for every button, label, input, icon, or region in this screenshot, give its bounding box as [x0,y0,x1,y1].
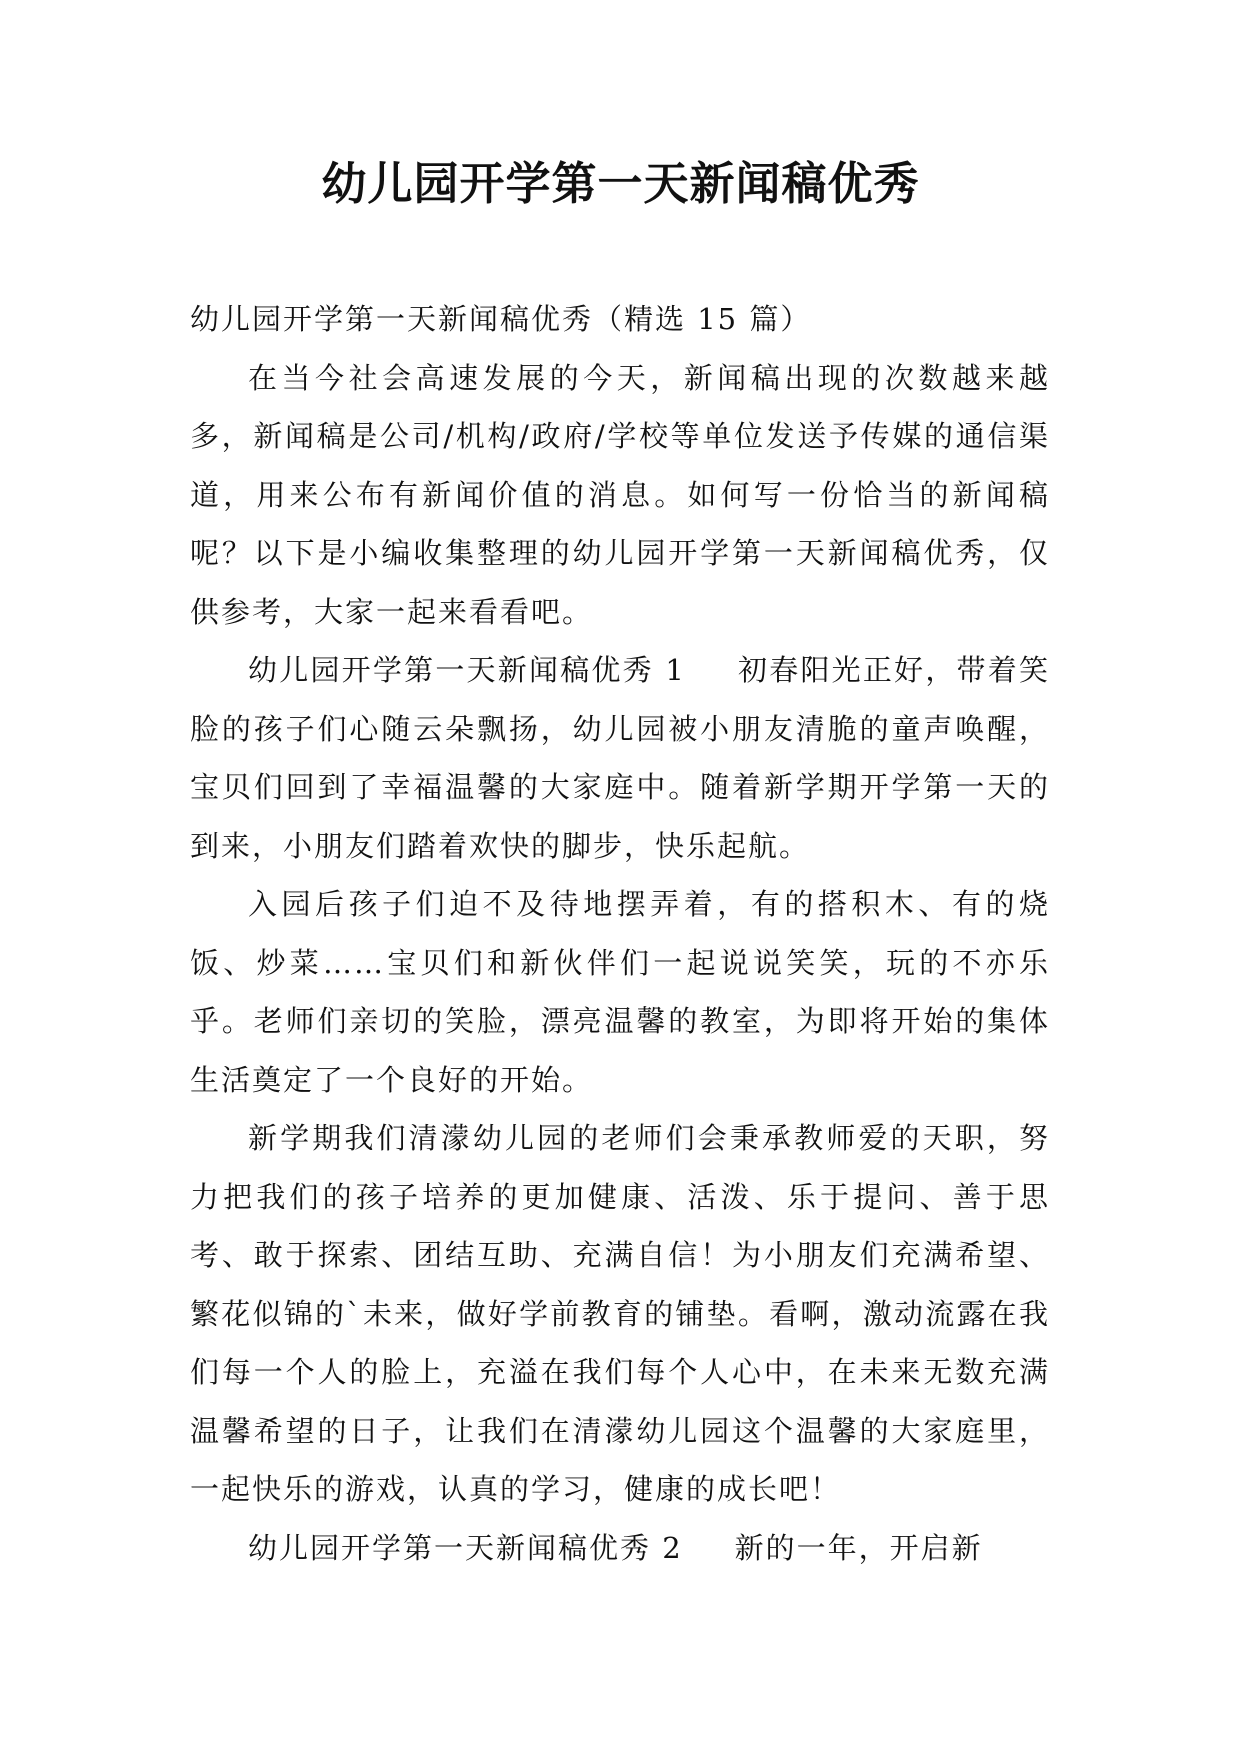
document-body [190,290,1050,1577]
section-1-paragraph-3: 新学期我们清濛幼儿园的老师们会秉承教师爱的天职，努力把我们的孩子培养的更加健康、活泼、乐于提问、善于思考、敢于探索、团结互助、充满自信！为小朋友们充满希望、繁花似锦的`未来，做好学前教育的铺垫。看啊，激动流露在我们每一个人的脸上，充溢在我们每个人心中，在未来无数充满温馨希望的日子，让我们在清濛幼儿园这个温馨的大家庭里，一起快乐的游戏，认真的学习，健康的成长吧！ [190,1121,1050,1506]
document-title: 幼儿园开学第一天新闻稿优秀 [321,157,920,210]
section-1-heading: 幼儿园开学第一天新闻稿优秀 1 [248,653,686,687]
section-2-heading: 幼儿园开学第一天新闻稿优秀 2 [248,1530,683,1565]
section-2-paragraph-1 [190,1519,1050,1578]
document-subtitle: 幼儿园开学第一天新闻稿优秀（精选 15 篇） [190,302,812,336]
section-1-lead-text: 初春阳光正好，带着笑脸的孩子们心随云朵飘扬，幼儿园被小朋友清脆的童声唤醒，宝贝们回到了幸福温馨的大家庭中。随着新学期开学第一天的到来，小朋友们踏着欢快的脚步，快乐起航。 [190,653,1050,863]
section-1-paragraph-2: 入园后孩子们迫不及待地摆弄着，有的搭积木、有的烧饭、炒菜……宝贝们和新伙伴们一起说说笑笑，玩的不亦乐乎。老师们亲切的笑脸，漂亮温馨的教室，为即将开始的集体生活奠定了一个良好的开始。 [190,887,1050,1097]
section-2-lead-text: 新的一年，开启新 [734,1530,983,1565]
section-1-paragraph-1 [190,641,1050,875]
intro-paragraph: 在当今社会高速发展的今天，新闻稿出现的次数越来越多，新闻稿是公司/机构/政府/学校等单位发送予传媒的通信渠道，用来公布有新闻价值的消息。如何写一份恰当的新闻稿呢？以下是小编收集整理的幼儿园开学第一天新闻稿优秀，仅供参考，大家一起来看看吧。 [190,360,1050,629]
